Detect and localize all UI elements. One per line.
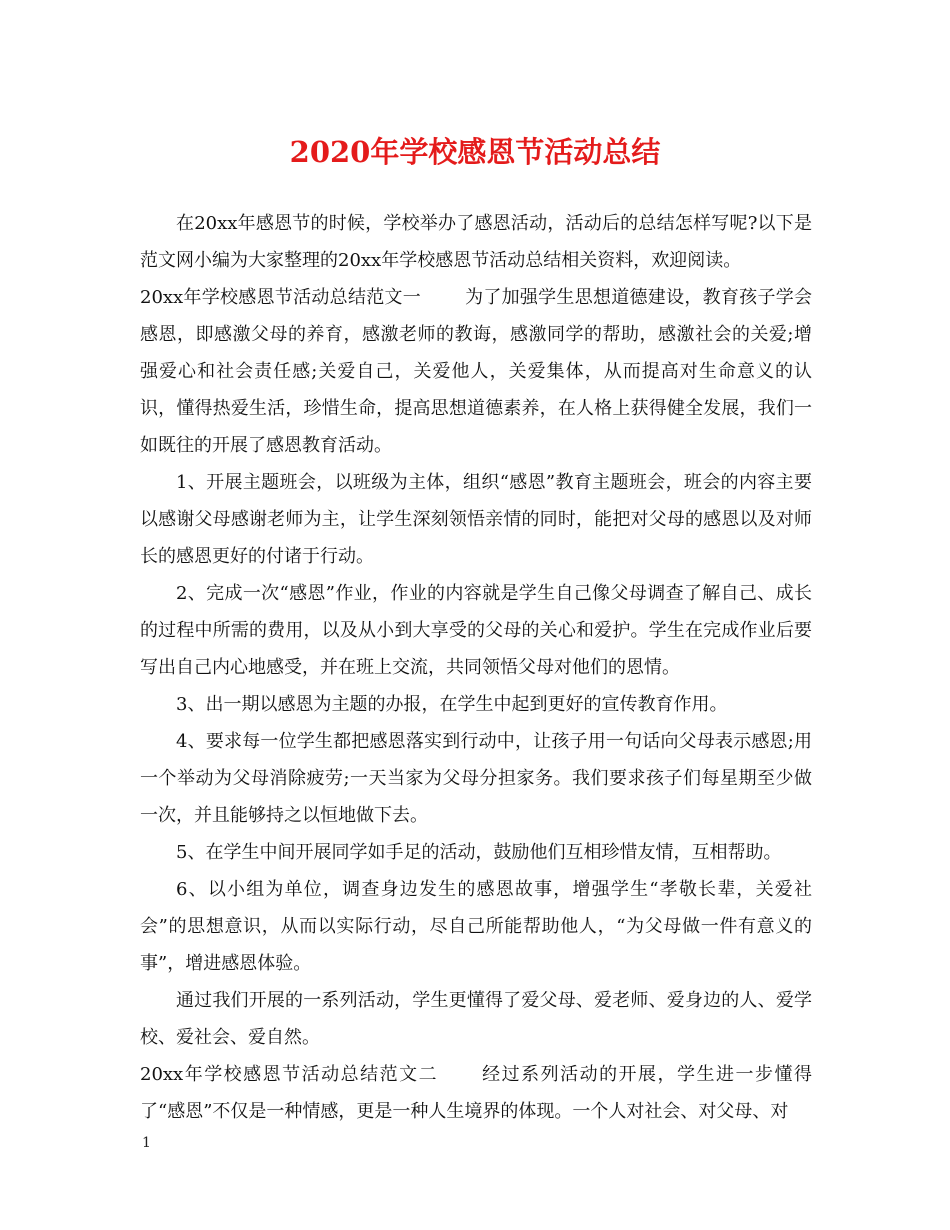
page-number: 1 [142,1135,151,1151]
section2-opening-text: 经过系列活动的开展，学生进一步懂得了“感恩”不仅是一种情感，更是一种人生境界的体现。一个人对社会、对父母、对 [140,1064,812,1122]
list-item: 6、以小组为单位，调查身边发生的感恩故事，增强学生“孝敬长辈，关爱社会”的思想意识，从而以实际行动，尽自己所能帮助他人，“为父母做一件有意义的事”，增进感恩体验。 [140,879,812,974]
summary-paragraph: 通过我们开展的一系列活动，学生更懂得了爱父母、爱老师、爱身边的人、爱学校、爱社会、爱自然。 [140,990,812,1048]
section1-paragraph [140,279,812,464]
section2-heading: 20xx年学校感恩节活动总结范文二 [140,1064,439,1085]
section1-opening-text: 为了加强学生思想道德建设，教育孩子学会感恩，即感激父母的养育，感激老师的教诲，感激同学的帮助，感激社会的关爱;增强爱心和社会责任感;关爱自己，关爱他人，关爱集体，从而提高对生命意义的认识，懂得热爱生活，珍惜生命，提高思想道德素养，在人格上获得健全发展，我们一如既往的开展了感恩教育活动。 [140,287,812,456]
intro-paragraph: 在20xx年感恩节的时候，学校举办了感恩活动，活动后的总结怎样写呢?以下是范文网小编为大家整理的20xx年学校感恩节活动总结相关资料，欢迎阅读。 [140,213,812,271]
list-item: 3、出一期以感恩为主题的办报，在学生中起到更好的宣传教育作用。 [176,694,728,715]
document-title: 2020年学校感恩节活动总结 [289,135,661,169]
section2-paragraph [140,1056,812,1130]
list-item: 4、要求每一位学生都把感恩落实到行动中，让孩子用一句话向父母表示感恩;用一个举动为父母消除疲劳;一天当家为父母分担家务。我们要求孩子们每星期至少做一次，并且能够持之以恒地做下去。 [140,731,812,826]
document-body [140,205,812,1130]
section1-heading: 20xx年学校感恩节活动总结范文一 [140,287,422,308]
list-item: 2、完成一次“感恩”作业，作业的内容就是学生自己像父母调查了解自己、成长的过程中所需的费用，以及从小到大享受的父母的关心和爱护。学生在完成作业后要写出自己内心地感受，并在班上交流，共同领悟父母对他们的恩情。 [140,583,812,678]
list-item: 5、在学生中间开展同学如手足的活动，鼓励他们互相珍惜友情，互相帮助。 [176,842,782,863]
list-item: 1、开展主题班会，以班级为主体，组织“感恩”教育主题班会，班会的内容主要以感谢父母感谢老师为主，让学生深刻领悟亲情的同时，能把对父母的感恩以及对师长的感恩更好的付诸于行动。 [140,472,812,567]
